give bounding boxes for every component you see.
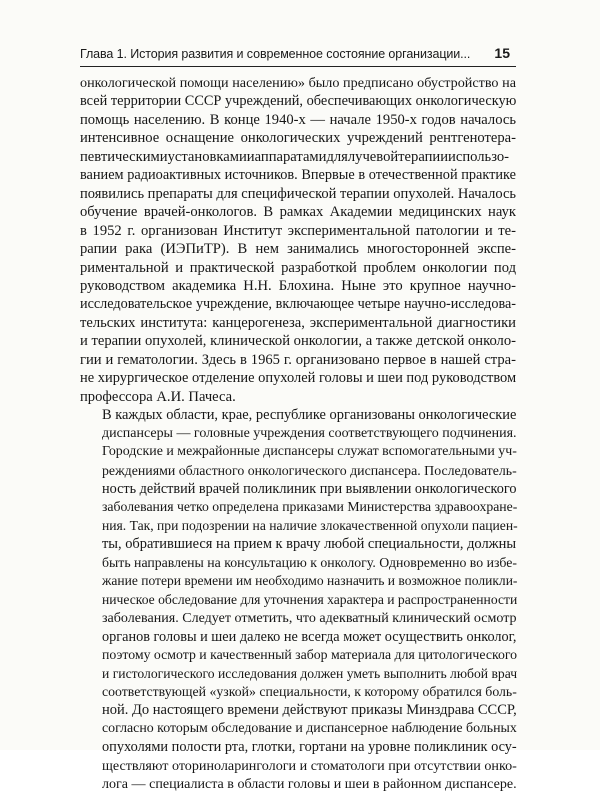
text-line: гии и гематологии. Здесь в 1965 г. организовано первое в нашей стра- [80, 351, 516, 368]
text-line: ной. До настоящего времени действуют приказы Минздрава СССР, [102, 702, 517, 719]
text-line: в 1952 г. организован Институт экспериментальной патологии и те- [80, 222, 516, 239]
text-line: жание потери времени им необходимо назначить и возможное поликли- [102, 573, 518, 589]
text-line: и гистологического исследования должен уметь выполнить любой врач [102, 665, 518, 681]
paragraph-1 [80, 74, 516, 406]
text-line: реждениями областного онкологического диспансера. Последователь- [102, 462, 517, 478]
running-header [80, 44, 516, 67]
text-line: и терапии опухолей, клинической онкологии, а также детской онколо- [80, 333, 517, 350]
text-line: заболевания. Следует отметить, что адекватный клинический осмотр [102, 610, 517, 627]
text-line: органов головы и шеи далеко не всегда может осуществить онколог, [102, 628, 517, 645]
paragraph-2 [80, 406, 516, 794]
text-line: диспансеры — головные учреждения соответствующего подчинения. [102, 425, 517, 441]
text-line: профессора А.И. Пачеса. [80, 388, 236, 405]
text-line: ты, обратившиеся на прием к врачу любой специальности, должны [102, 536, 517, 553]
text-line: согласно которым обследование и диспансерное наблюдение больных [102, 720, 517, 736]
text-line: Городские и межрайонные диспансеры служат вспомогательными уч- [102, 444, 517, 460]
text-line: исследовательское учреждение, включающее четыре научно-исследова- [80, 296, 516, 313]
text-line: появились препараты для специфической терапии опухолей. Началось [80, 185, 516, 202]
text-line: певтическимиустановкамииаппаратамидлялучевойтерапиииспользо- [80, 148, 510, 165]
text-line: В каждых области, крае, республике организованы онкологические [102, 407, 517, 424]
text-line: ническое обследование для уточнения характера и распространенности [102, 591, 518, 607]
text-line: заболевания четко определена приказами Министерства здравоохране- [102, 499, 518, 515]
body-text [80, 74, 516, 794]
text-line: опухолями полости рта, глотки, гортани на уровне поликлиник осу- [102, 739, 517, 756]
text-line: обучение врачей-онкологов. В рамках Академии медицинских наук [80, 204, 516, 221]
text-line: ность действий врачей поликлиник при выявлении онкологического [102, 480, 517, 497]
text-line: руководством академика Н.Н. Блохина. Ныне это крупное научно- [80, 277, 516, 294]
text-line: помощь населению. В конце 1940-х — начале 1950-х годов началось [80, 111, 516, 128]
text-line: быть направлены на консультацию к онкологу. Одновременно во избе- [102, 554, 517, 570]
text-line: тельских института: канцерогенеза, экспериментальной диагностики [80, 314, 516, 331]
text-line: соответствующей «узкой» специальности, к которому обратился боль- [102, 683, 517, 699]
text-line: интенсивное оснащение онкологических учреждений рентгенотера- [80, 130, 516, 147]
text-line: лога — специалиста в области головы и шеи в районном диспансере. [102, 776, 517, 793]
text-line: поэтому осмотр и качественный забор материала для цитологического [102, 647, 518, 663]
text-line: не хирургическое отделение опухолей головы и шеи под руководством [80, 370, 517, 387]
text-line: риментальной и практической разработкой проблем онкологии под [80, 259, 516, 276]
text-line: рапии рака (ИЭПиТР). В нем занимались многосторонней экспе- [80, 241, 516, 258]
text-line: онкологической помощи населению» было предписано обустройство на [80, 75, 516, 91]
text-line: ванием радиоактивных источников. Впервые в отечественной практике [80, 167, 516, 184]
chapter-title: Глава 1. История развития и современное состояние организации... [80, 47, 471, 61]
text-line: ществляют оториноларингологи и стоматологи при отсутствии онко- [102, 757, 517, 774]
text-line: ния. Так, при подозрении на наличие злокачественной опухоли пациен- [102, 517, 518, 533]
page-number: 15 [494, 45, 510, 61]
text-line: всей территории СССР учреждений, обеспечивающих онкологическую [80, 93, 517, 110]
